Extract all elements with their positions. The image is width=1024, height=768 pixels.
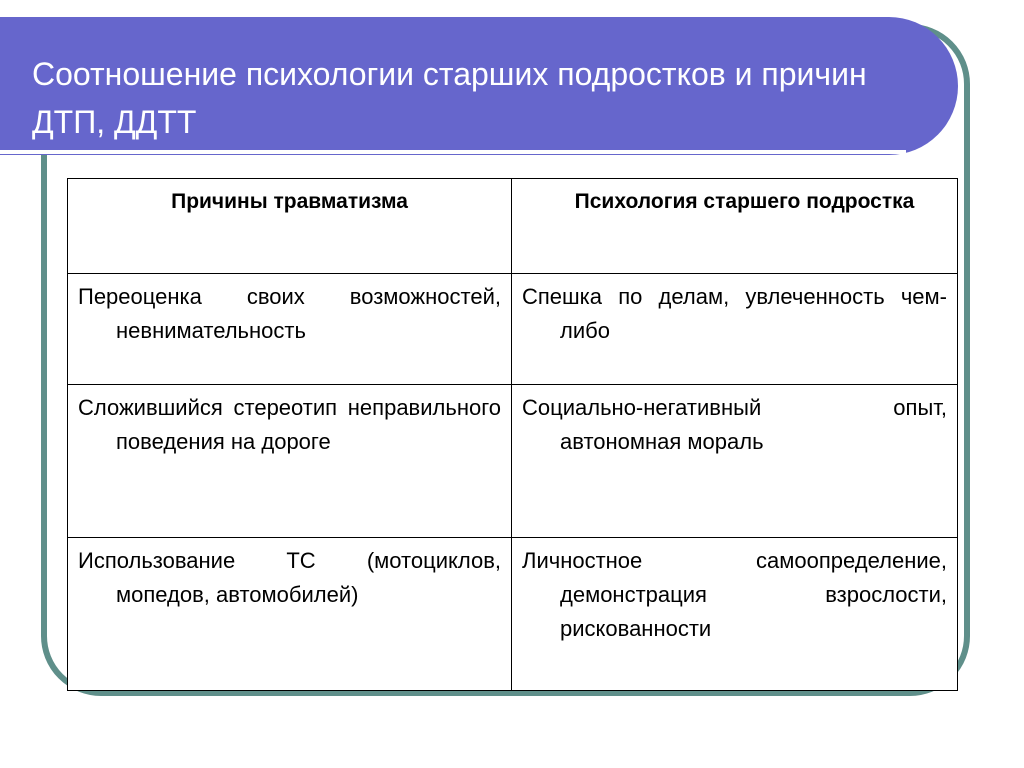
cell-psychology-1: [512, 274, 958, 385]
header-psychology-label: Психология старшего подростка: [574, 190, 915, 213]
table-row: [68, 538, 958, 691]
title-band: [0, 17, 958, 155]
header-causes: [68, 179, 512, 274]
cell-psychology-2: [512, 385, 958, 538]
comparison-table: [67, 178, 958, 691]
cell-psychology-1-text: Спешка по делам, увлеченность чем-либо: [522, 284, 947, 343]
slide-title: Соотношение психологии старших подростков и причин ДТП, ДДТТ: [32, 56, 867, 140]
table-row: [68, 385, 958, 538]
table-header-row: [68, 179, 958, 274]
cell-cause-1-text: Переоценка своих возможностей, невнимательность: [78, 284, 501, 343]
cell-cause-2-text: Сложившийся стереотип неправильного поведения на дороге: [78, 395, 501, 454]
cell-cause-3: [68, 538, 512, 691]
cell-psychology-2-text: Социально-негативный опыт, автономная мораль: [522, 395, 947, 454]
cell-psychology-3: [512, 538, 958, 691]
table-row: [68, 274, 958, 385]
header-psychology: [512, 179, 958, 274]
title-underline: [0, 150, 906, 154]
cell-cause-2: [68, 385, 512, 538]
cell-cause-3-text: Использование ТС (мотоциклов, мопедов, автомобилей): [78, 548, 501, 607]
header-causes-label: Причины травматизма: [171, 190, 408, 213]
cell-psychology-3-text: Личностное самоопределение, демонстрация взрослости, рискованности: [522, 548, 947, 641]
cell-cause-1: [68, 274, 512, 385]
